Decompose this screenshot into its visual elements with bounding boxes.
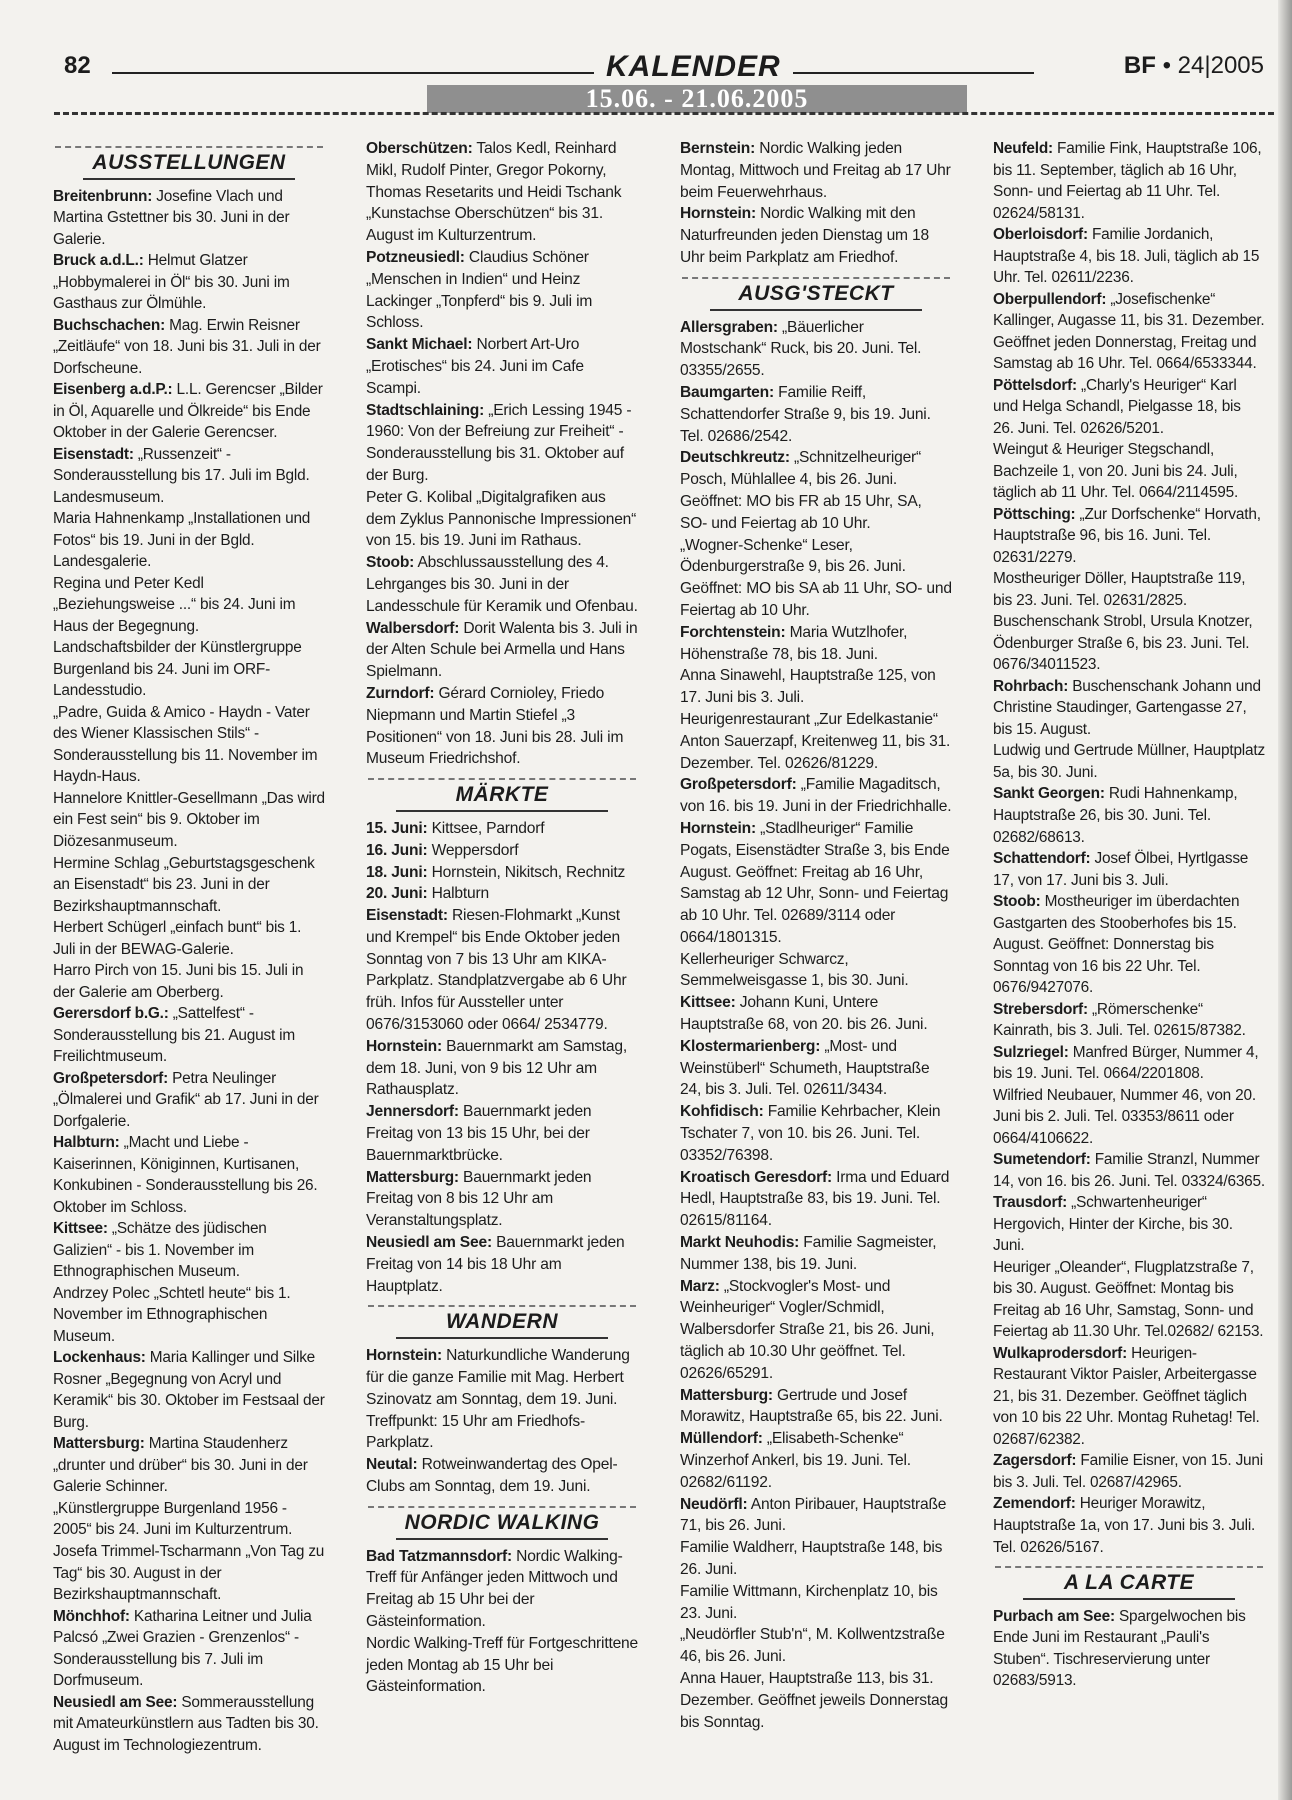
- entry-text: Buschenschank Johann und Christine Staudinger, Gartengasse 27, bis 15. August.: [993, 677, 1261, 738]
- entry-text: Heuriger Morawitz, Hauptstraße 1a, von 17. Juni bis 3. Juli. Tel. 02626/5167.: [993, 1495, 1256, 1556]
- entry-place: Markt Neuhodis:: [680, 1234, 800, 1252]
- entry-text: Weppersdorf: [427, 841, 519, 859]
- entry-text: Nordic Walking jeden Montag, Mittwoch und Freitag ab 17 Uhr beim Feuerwehrhaus.: [680, 140, 951, 201]
- entry-text: Rudi Hahnenkamp, Hauptstraße 26, bis 30. Juni. Tel. 02682/68613.: [993, 785, 1238, 846]
- calendar-entry: [993, 439, 1265, 504]
- entry-text: Katharina Leitner und Julia Palcsó „Zwei Grazien - Grenzenlos“ - Sonderausstellung bis 7. Juli im Dorfmuseum.: [53, 1607, 312, 1690]
- entry-text: Mostheuriger Döller, Hauptstraße 119, bis 23. Juni. Tel. 02631/2825.: [993, 570, 1246, 609]
- entry-place: Oberpullendorf:: [993, 290, 1107, 308]
- calendar-entry: [680, 1428, 952, 1493]
- entry-place: Neudörfl:: [680, 1495, 748, 1513]
- entry-text: Johann Kuni, Untere Hauptstraße 68, von 20. bis 26. Juni.: [680, 994, 928, 1034]
- entry-place: Schattendorf:: [993, 850, 1091, 868]
- calendar-entry: [680, 317, 952, 382]
- entry-place: Stoob:: [366, 554, 415, 572]
- entry-place: Oberschützen:: [366, 140, 473, 157]
- entry-place: Jennersdorf:: [366, 1103, 459, 1121]
- calendar-entry: [993, 289, 1265, 375]
- section-title: NORDIC WALKING: [404, 1510, 600, 1534]
- entry-text: Harro Pirch von 15. Juni bis 15. Juli in der Galerie am Oberberg.: [53, 962, 304, 1001]
- entry-place: Zagersdorf:: [993, 1452, 1077, 1470]
- entry-text: Familie Stranzl, Nummer 14, von 16. bis 26. Juni. Tel. 03324/6365.: [993, 1151, 1265, 1190]
- section-heading: [53, 146, 325, 180]
- calendar-entry: [366, 883, 638, 905]
- section-heading: [993, 1566, 1265, 1600]
- entry-text: Helmut Glatzer „Hobbymalerei in Öl“ bis 30. Juni im Gasthaus zur Ölmühle.: [53, 252, 290, 313]
- calendar-entry: [53, 1218, 325, 1283]
- calendar-entry: [53, 788, 325, 853]
- entry-place: Forchtenstein:: [680, 623, 786, 641]
- section-rule: [55, 146, 323, 148]
- entry-place: Pöttelsdorf:: [993, 376, 1077, 394]
- entry-place: Strebersdorf:: [993, 1000, 1088, 1018]
- entry-text: Familie Wittmann, Kirchenplatz 10, bis 23. Juni.: [680, 1582, 938, 1622]
- entry-text: Herbert Schügerl „einfach bunt“ bis 1. Juli in der BEWAG-Galerie.: [53, 919, 302, 958]
- entry-place: Mönchhof:: [53, 1607, 130, 1625]
- entry-text: Anna Sinawehl, Hauptstraße 125, von 17. Juni bis 3. Juli.: [680, 667, 936, 707]
- calendar-entry: [680, 1581, 952, 1625]
- entry-text: Buschenschank Strobl, Ursula Knotzer, Ödenburger Straße 6, bis 23. Juni. Tel. 0676/34011523.: [993, 613, 1253, 674]
- calendar-entry: [366, 618, 638, 683]
- column-1: [53, 138, 325, 1756]
- entry-text: „Most- und Weinstüberl“ Schumeth, Hauptstraße 24, bis 3. Juli. Tel. 02611/3434.: [680, 1037, 930, 1099]
- entry-text: „Römerschenke“ Kainrath, bis 3. Juli. Tel. 02615/87382.: [993, 1000, 1246, 1040]
- calendar-entry: [366, 1101, 638, 1166]
- entry-text: Dorit Walenta bis 3. Juli in der Alten Schule bei Armella und Hans Spielmann.: [366, 619, 638, 681]
- section-underline: [396, 1538, 608, 1540]
- calendar-entry: [680, 382, 952, 447]
- entry-text: Bauernmarkt jeden Freitag von 8 bis 12 Uhr am Veranstaltungsplatz.: [366, 1168, 592, 1230]
- calendar-entry: [366, 400, 638, 487]
- calendar-entry: [53, 1347, 325, 1433]
- calendar-entry: [993, 224, 1265, 289]
- entry-text: Josefa Trimmel-Tscharmann „Von Tag zu Tag“ bis 30. August in der Bezirkshauptmannschaft.: [53, 1543, 325, 1604]
- entry-place: Sankt Michael:: [366, 336, 473, 354]
- calendar-entry: [993, 1450, 1265, 1493]
- entry-text: „Zur Dorfschenke“ Horvath, Hauptstraße 96, bis 16. Juni. Tel. 02631/2279.: [993, 505, 1261, 566]
- calendar-entry: [53, 1003, 325, 1068]
- entry-place: Hornstein:: [366, 1037, 442, 1055]
- calendar-entry: [680, 818, 952, 949]
- calendar-entry: [680, 1385, 952, 1429]
- entry-text: Heurigen-Restaurant Viktor Paisler, Arbeitergasse 21, bis 31. Dezember. Geöffnet täglich von 10 bis 22 Uhr. Montag Ruhetag! Tel. 02687/62382.: [993, 1344, 1260, 1448]
- calendar-entry: [993, 611, 1265, 676]
- calendar-entry: [366, 683, 638, 770]
- entry-text: Gérard Cornioley, Friedo Niepmann und Martin Stiefel „3 Positionen“ von 18. Juni bis 28. Juli im Museum Friedrichshof.: [366, 684, 624, 768]
- section-title: A LA CARTE: [1063, 1571, 1195, 1595]
- entry-text: „Stadlheuriger“ Familie Pogats, Eisenstädter Straße 3, bis Ende August. Geöffnet: Freitag ab 16 Uhr, Samstag ab 12 Uhr, Sonn- und Feiertag ab 10 Uhr. Tel. 02689/3114 oder 0664/1801315.: [680, 819, 950, 946]
- calendar-entry: [993, 740, 1265, 783]
- calendar-entry: [366, 1546, 638, 1633]
- entry-place: Kroatisch Geresdorf:: [680, 1168, 832, 1186]
- calendar-entry: [366, 905, 638, 1036]
- section-heading: [680, 277, 952, 311]
- calendar-entry: [53, 1692, 325, 1757]
- entry-place: Wulkaprodersdorf:: [993, 1344, 1127, 1362]
- entry-place: Gerersdorf b.G.:: [53, 1005, 169, 1023]
- calendar-entry: [366, 1232, 638, 1297]
- entry-text: Gertrude und Josef Morawitz, Hauptstraße 65, bis 22. Juni.: [680, 1386, 943, 1426]
- calendar-entry: [53, 917, 325, 960]
- entry-place: Kittsee:: [680, 994, 736, 1012]
- entry-place: Bernstein:: [680, 140, 756, 157]
- entry-text: Claudius Schöner „Menschen in Indien“ und Heinz Lackinger „Tonpferd“ bis 9. Juli im Schloss.: [366, 248, 593, 332]
- column-2: [366, 138, 638, 1698]
- entry-text: Familie Kehrbacher, Klein Tschater 7, von 10. bis 26. Juni. Tel. 03352/76398.: [680, 1103, 941, 1164]
- calendar-entry: [680, 447, 952, 534]
- entry-text: Nordic Walking-Treff für Anfänger jeden Mittwoch und Freitag ab 15 Uhr bei der Gästeinformation.: [366, 1547, 623, 1630]
- calendar-entry: [53, 250, 325, 315]
- issue-number: 24|2005: [1177, 52, 1264, 79]
- section-rule: [368, 1305, 636, 1307]
- section-title: AUSG'STECKT: [738, 281, 894, 305]
- entry-place: Zurndorf:: [366, 684, 435, 702]
- entry-text: Familie Fink, Hauptstraße 106, bis 11. September, täglich ab 16 Uhr, Sonn- und Feiertag ab 11 Uhr. Tel. 02624/58131.: [993, 140, 1262, 222]
- entry-place: Eisenstadt:: [366, 907, 448, 925]
- entry-text: Bauernmarkt jeden Freitag von 13 bis 15 Uhr, bei der Bauernmarktbrücke.: [366, 1103, 592, 1164]
- section-underline: [396, 810, 608, 812]
- column-4: [993, 138, 1265, 1692]
- entry-place: Sankt Georgen:: [993, 785, 1105, 803]
- calendar-entry: [366, 1036, 638, 1101]
- entry-text: „Sattelfest“ - Sonderausstellung bis 21. August im Freilichtmuseum.: [53, 1005, 295, 1066]
- entry-text: Peter G. Kolibal „Digitalgrafiken aus dem Zyklus Pannonische Impressionen“ von 15. bis 19. Juni im Rathaus.: [366, 488, 637, 550]
- entry-text: Nordic Walking-Treff für Fortgeschrittene jeden Montag ab 15 Uhr bei Gästeinformation.: [366, 1634, 638, 1696]
- entry-text: „Erich Lessing 1945 - 1960: Von der Befreiung zur Freiheit“ - Sonderausstellung bis 31. Oktober auf der Burg.: [366, 401, 632, 484]
- entry-text: Abschlussausstellung des 4. Lehrganges bis 30. Juni in der Landesschule für Keramik und Ofenbau.: [366, 554, 638, 615]
- entry-text: „Josefischenke“ Kallinger, Augasse 11, bis 31. Dezember. Geöffnet jeden Donnerstag, Freitag und Samstag ab 16 Uhr. Tel. 0664/6533344.: [993, 290, 1265, 373]
- calendar-entry: [53, 853, 325, 918]
- calendar-entry: [993, 676, 1265, 741]
- calendar-entry: [680, 1276, 952, 1385]
- entry-place: Großpetersdorf:: [53, 1069, 168, 1087]
- entry-text: Naturkundliche Wanderung für die ganze Familie mit Mag. Herbert Szinovatz am Sonntag, dem 19. Juni. Treffpunkt: 15 Uhr am Friedhofs-Parkplatz.: [366, 1347, 630, 1452]
- calendar-entry: [993, 138, 1265, 224]
- issue-label: BF • 24|2005: [1116, 52, 1264, 80]
- entry-place: Müllendorf:: [680, 1430, 763, 1448]
- entry-text: Rotweinwandertag des Opel-Clubs am Sonntag, dem 19. Juni.: [366, 1456, 618, 1496]
- entry-text: „Schwartenheuriger“ Hergovich, Hinter der Kirche, bis 30. Juni.: [993, 1194, 1233, 1255]
- entry-text: L.L. Gerencser „Bilder in Öl, Aquarelle und Ölkreide“ bis Ende Oktober in der Galerie Gerencser.: [53, 381, 323, 442]
- entry-text: Ludwig und Gertrude Müllner, Hauptplatz 5a, bis 30. Juni.: [993, 742, 1265, 781]
- calendar-entry: [53, 315, 325, 380]
- entry-place: Halbturn:: [53, 1134, 120, 1152]
- calendar-entry: [993, 1085, 1265, 1150]
- entry-text: Landschaftsbilder der Künstlergruppe Burgenland bis 24. Juni im ORF-Landesstudio.: [53, 639, 302, 700]
- calendar-entry: [53, 1433, 325, 1498]
- calendar-entry: [680, 535, 952, 622]
- calendar-entry: [680, 622, 952, 666]
- section-rule: [368, 1506, 636, 1508]
- calendar-entry: [53, 1498, 325, 1541]
- calendar-entry: [680, 1167, 952, 1232]
- entry-text: Mag. Erwin Reisner „Zeitläufe“ von 18. Juni bis 31. Juli in der Dorfscheune.: [53, 316, 321, 377]
- entry-text: Martina Staudenherz „drunter und drüber“ bis 30. Juni in der Galerie Schinner.: [53, 1435, 308, 1496]
- entry-place: Potzneusiedl:: [366, 248, 465, 266]
- calendar-entry: [366, 1345, 638, 1454]
- calendar-entry: [366, 138, 638, 247]
- entry-text: Kittsee, Parndorf: [427, 819, 545, 837]
- entry-place: Neutal:: [366, 1456, 418, 1474]
- entry-place: Hornstein:: [680, 819, 756, 837]
- section-underline: [83, 178, 295, 180]
- entry-place: Hornstein:: [680, 205, 756, 223]
- calendar-entry: [993, 891, 1265, 999]
- calendar-entry: [366, 818, 638, 840]
- entry-text: Hermine Schlag „Geburtstagsgeschenk an Eisenstadt“ bis 23. Juni in der Bezirkshauptmannschaft.: [53, 854, 315, 915]
- entry-text: Anton Piribauer, Hauptstraße 71, bis 26. Juni.: [680, 1495, 947, 1535]
- column-3: [680, 138, 952, 1733]
- entry-place: Trausdorf:: [993, 1194, 1068, 1212]
- entry-place: Buchschachen:: [53, 316, 166, 334]
- entry-place: Allersgraben:: [680, 318, 778, 336]
- calendar-entry: [366, 862, 638, 884]
- entry-place: Walbersdorf:: [366, 619, 460, 637]
- calendar-entry: [366, 840, 638, 862]
- calendar-entry: [53, 508, 325, 573]
- entry-text: Familie Jordanich, Hauptstraße 4, bis 18. Juli, täglich ab 15 Uhr. Tel. 02611/2236.: [993, 226, 1260, 287]
- entry-place: Kohfidisch:: [680, 1103, 764, 1121]
- entry-place: Hornstein:: [366, 1347, 442, 1365]
- calendar-entry: [993, 568, 1265, 611]
- entry-text: „Charly's Heuriger“ Karl und Helga Schandl, Pielgasse 18, bis 26. Juni. Tel. 02626/5201.: [993, 376, 1241, 437]
- entry-text: Familie Waldherr, Hauptstraße 148, bis 26. Juni.: [680, 1539, 943, 1578]
- entry-text: Familie Reiff, Schattendorfer Straße 9, bis 19. Juni. Tel. 02686/2542.: [680, 383, 931, 445]
- entry-text: Familie Sagmeister, Nummer 138, bis 19. Juni.: [680, 1234, 937, 1273]
- entry-place: Klostermarienberg:: [680, 1037, 821, 1055]
- calendar-entry: [680, 203, 952, 268]
- entry-text: „Schätze des jüdischen Galizien“ - bis 1. November im Ethnographischen Museum.: [53, 1220, 267, 1281]
- entry-place: Bad Tatzmannsdorf:: [366, 1547, 512, 1565]
- section-heading: [366, 1506, 638, 1540]
- calendar-entry: [680, 1494, 952, 1538]
- calendar-entry: [993, 783, 1265, 848]
- calendar-entry: [366, 552, 638, 617]
- entry-place: Purbach am See:: [993, 1607, 1115, 1625]
- section-heading: [366, 778, 638, 812]
- entry-text: „Neudörfler Stub'n“, M. Kollwentzstraße 46, bis 26. Juni.: [680, 1626, 945, 1666]
- entry-text: Manfred Bürger, Nummer 4, bis 19. Juni. Tel. 0664/2201808.: [993, 1043, 1259, 1083]
- entry-text: Hornstein, Nikitsch, Rechnitz: [427, 863, 626, 881]
- section-rule: [995, 1566, 1263, 1568]
- entry-place: Sulzriegel:: [993, 1043, 1069, 1061]
- entry-text: Familie Eisner, von 15. Juni bis 3. Juli. Tel. 02687/42965.: [993, 1452, 1264, 1491]
- entry-place: Eisenberg a.d.P.:: [53, 381, 173, 399]
- entry-text: Regina und Peter Kedl „Beziehungsweise ...“ bis 24. Juni im Haus der Begegnung.: [53, 574, 296, 635]
- entry-place: Deutschkreutz:: [680, 449, 790, 467]
- section-title: MÄRKTE: [455, 783, 549, 807]
- page-number: 82: [64, 52, 91, 79]
- calendar-entry: [366, 487, 638, 552]
- section-title: AUSSTELLUNGEN: [92, 151, 286, 174]
- calendar-entry: [680, 774, 952, 818]
- entry-text: Mostheuriger im überdachten Gastgarten des Stooberhofes bis 15. August. Geöffnet: Donnerstag bis Sonntag von 16 bis 22 Uhr. Tel. 0676/9427076.: [993, 893, 1240, 997]
- entry-text: Wilfried Neubauer, Nummer 46, von 20. Juni bis 2. Juli. Tel. 03353/8611 oder 0664/4106622.: [993, 1086, 1256, 1147]
- entry-text: „Wogner-Schenke“ Leser, Ödenburgerstraße 9, bis 26. Juni. Geöffnet: MO bis SA ab 11 Uhr, SO- und Feiertag ab 10 Uhr.: [680, 536, 952, 619]
- entry-text: Maria Wutzlhofer, Höhenstraße 78, bis 18. Juni.: [680, 623, 908, 663]
- calendar-entry: [53, 1068, 325, 1133]
- entry-place: Neusiedl am See:: [366, 1234, 492, 1252]
- entry-text: „Stockvogler's Most- und Weinheuriger“ Vogler/Schmidl, Walbersdorfer Straße 21, bis 26. Juni, täglich ab 10.30 Uhr geöffnet. Tel. 02626/65291.: [680, 1277, 935, 1382]
- calendar-entry: [366, 1633, 638, 1698]
- entry-place: Marz:: [680, 1277, 720, 1295]
- calendar-entry: [53, 444, 325, 509]
- entry-text: Halbturn: [427, 885, 489, 903]
- entry-place: Großpetersdorf:: [680, 776, 797, 794]
- calendar-entry: [680, 1537, 952, 1581]
- entry-place: Oberloisdorf:: [993, 226, 1088, 244]
- calendar-entry: [993, 1042, 1265, 1085]
- calendar-entry: [53, 573, 325, 638]
- calendar-entry: [680, 1668, 952, 1733]
- entry-text: Irma und Eduard Hedl, Hauptstraße 83, bis 19. Juni. Tel. 02615/81164.: [680, 1168, 950, 1230]
- page-title: KALENDER: [594, 50, 793, 84]
- calendar-entry: [680, 709, 952, 774]
- calendar-entry: [680, 1101, 952, 1166]
- calendar-entry: [993, 1192, 1265, 1257]
- calendar-entry: [993, 1343, 1265, 1451]
- section-underline: [396, 1337, 608, 1339]
- calendar-entry: [993, 504, 1265, 569]
- entry-text: „Macht und Liebe - Kaiserinnen, Königinnen, Kurtisanen, Konkubinen - Sonderausstellung bis 26. Oktober im Schloss.: [53, 1134, 318, 1216]
- brand-label: BF: [1123, 52, 1156, 79]
- entry-text: Josef Ölbei, Hyrtlgasse 17, von 17. Juni bis 3. Juli.: [993, 850, 1249, 889]
- calendar-entry: [993, 1493, 1265, 1558]
- entry-text: Norbert Art-Uro „Erotisches“ bis 24. Juni im Cafe Scampi.: [366, 336, 584, 397]
- calendar-entry: [993, 375, 1265, 440]
- entry-place: 20. Juni:: [366, 885, 428, 903]
- entry-text: Maria Kallinger und Silke Rosner „Begegnung von Acryl und Keramik“ bis 30. Oktober im Festsaal der Burg.: [53, 1349, 325, 1431]
- calendar-entry: [53, 960, 325, 1003]
- entry-place: Lockenhaus:: [53, 1349, 146, 1367]
- header-rule: [112, 72, 1034, 74]
- section-heading: [366, 1305, 638, 1339]
- calendar-entry: [366, 334, 638, 399]
- calendar-entry: [53, 1132, 325, 1218]
- entry-place: 16. Juni:: [366, 841, 428, 859]
- calendar-entry: [366, 1454, 638, 1498]
- entry-place: Breitenbrunn:: [53, 187, 153, 205]
- entry-text: Hannelore Knittler-Gesellmann „Das wird ein Fest sein“ bis 9. Oktober im Diözesanmuseum.: [53, 789, 325, 850]
- page-edge-shadow: [1278, 0, 1292, 1800]
- calendar-entry: [680, 1036, 952, 1101]
- calendar-entry: [993, 1257, 1265, 1343]
- entry-place: Stadtschlaining:: [366, 401, 485, 419]
- entry-text: „Russenzeit“ - Sonderausstellung bis 17. Juli im Bgld. Landesmuseum.: [53, 445, 310, 506]
- calendar-entry: [366, 1167, 638, 1232]
- entry-place: Mattersburg:: [53, 1435, 145, 1453]
- entry-text: Bauernmarkt jeden Freitag von 14 bis 18 Uhr am Hauptplatz.: [366, 1234, 625, 1295]
- entry-text: „Elisabeth-Schenke“ Winzerhof Ankerl, bis 19. Juni. Tel. 02682/61192.: [680, 1430, 911, 1491]
- entry-text: Bauernmarkt am Samstag, dem 18. Juni, von 9 bis 12 Uhr am Rathausplatz.: [366, 1037, 627, 1099]
- calendar-entry: [680, 138, 952, 203]
- calendar-entry: [680, 949, 952, 993]
- entry-text: Josefine Vlach und Martina Gstettner bis 30. Juni in der Galerie.: [53, 187, 290, 248]
- entry-text: Maria Hahnenkamp „Installationen und Fotos“ bis 19. Juni in der Bgld. Landesgalerie.: [53, 510, 311, 571]
- calendar-entry: [993, 1149, 1265, 1192]
- calendar-entry: [366, 247, 638, 334]
- calendar-entry: [53, 637, 325, 702]
- entry-text: Heurigenrestaurant „Zur Edelkastanie“ Anton Sauerzapf, Kreitenweg 11, bis 31. Dezember. Tel. 02626/81229.: [680, 710, 951, 772]
- calendar-entry: [53, 1283, 325, 1348]
- section-rule: [682, 277, 950, 279]
- calendar-entry: [53, 379, 325, 444]
- entry-place: Pöttsching:: [993, 505, 1076, 523]
- entry-text: Weingut & Heuriger Stegschandl, Bachzeile 1, von 20. Juni bis 24. Juli, täglich ab 11 Uhr. Tel. 0664/2114595.: [993, 441, 1239, 502]
- entry-text: „Familie Magaditsch, von 16. bis 19. Juni in der Friedrichhalle.: [680, 776, 952, 816]
- entry-text: Petra Neulinger „Ölmalerei und Grafik“ ab 17. Juni in der Dorfgalerie.: [53, 1069, 319, 1130]
- entry-place: Baumgarten:: [680, 383, 774, 401]
- calendar-entry: [53, 186, 325, 251]
- entry-text: „Padre, Guida & Amico - Haydn - Vater des Wiener Klassischen Stils“ - Sonderausstellung bis 11. November im Haydn-Haus.: [53, 703, 318, 786]
- calendar-entry: [680, 992, 952, 1036]
- entry-text: Riesen-Flohmarkt „Kunst und Krempel“ bis Ende Oktober jeden Sonntag von 7 bis 13 Uhr am KIKA-Parkplatz. Standplatzvergabe ab 6 Uhr früh. Infos für Aussteller unter 0676/3153060 oder 0664/ 2534779.: [366, 907, 627, 1034]
- entry-text: „Bäuerlicher Mostschank“ Ruck, bis 20. Juni. Tel. 03355/2655.: [680, 318, 922, 380]
- entry-text: Spargelwochen bis Ende Juni im Restaurant „Pauli's Stuben“. Tischreservierung unter 02683/5913.: [993, 1607, 1246, 1690]
- section-underline: [710, 309, 922, 311]
- entry-text: Andrzey Polec „Schtetl heute“ bis 1. November im Ethnographischen Museum.: [53, 1284, 291, 1345]
- calendar-entry: [680, 1232, 952, 1276]
- entry-place: Neusiedl am See:: [53, 1693, 178, 1711]
- entry-text: Heuriger „Oleander“, Flugplatzstraße 7, bis 30. August. Geöffnet: Montag bis Freitag ab 16 Uhr, Samstag, Sonn- und Feiertag ab 11.30 Uhr. Tel.02682/ 62153.: [993, 1258, 1264, 1341]
- calendar-entry: [993, 999, 1265, 1042]
- entry-text: Anna Hauer, Hauptstraße 113, bis 31. Dezember. Geöffnet jeweils Donnerstag bis Sonntag.: [680, 1669, 948, 1731]
- calendar-entry: [53, 1606, 325, 1692]
- entry-place: Neufeld:: [993, 140, 1053, 157]
- section-rule: [368, 778, 636, 780]
- calendar-entry: [53, 702, 325, 788]
- entry-place: 15. Juni:: [366, 819, 428, 837]
- entry-place: Kittsee:: [53, 1220, 108, 1238]
- entry-place: Mattersburg:: [366, 1168, 459, 1186]
- calendar-entry: [680, 1624, 952, 1668]
- date-range: 15.06. - 21.06.2005: [427, 85, 967, 113]
- entry-place: Sumetendorf:: [993, 1151, 1091, 1169]
- entry-place: Bruck a.d.L.:: [53, 252, 144, 270]
- entry-text: Talos Kedl, Reinhard Mikl, Rudolf Pinter, Gregor Pokorny, Thomas Resetarits und Heidi Tschank „Kunstachse Oberschützen“ bis 31. August im Kulturzentrum.: [366, 140, 622, 245]
- entry-place: Rohrbach:: [993, 677, 1069, 695]
- section-title: WANDERN: [446, 1310, 558, 1334]
- calendar-entry: [53, 1541, 325, 1606]
- entry-place: Zemendorf:: [993, 1495, 1076, 1513]
- entry-text: „Künstlergruppe Burgenland 1956 - 2005“ bis 24. Juni im Kulturzentrum.: [53, 1499, 293, 1539]
- entry-place: Stoob:: [993, 893, 1041, 911]
- entry-text: „Schnitzelheuriger“ Posch, Mühlallee 4, bis 26. Juni. Geöffnet: MO bis FR ab 15 Uhr, SA, SO- und Feiertag ab 10 Uhr.: [680, 449, 922, 532]
- calendar-entry: [993, 848, 1265, 891]
- entry-place: Mattersburg:: [680, 1386, 773, 1404]
- header-dashed-rule: [54, 112, 1274, 115]
- entry-text: Kellerheuriger Schwarcz, Semmelweisgasse 1, bis 30. Juni.: [680, 950, 909, 990]
- entry-place: 18. Juni:: [366, 863, 428, 881]
- entry-place: Eisenstadt:: [53, 445, 134, 463]
- calendar-entry: [993, 1606, 1265, 1692]
- calendar-entry: [680, 665, 952, 709]
- entry-text: Sommerausstellung mit Amateurkünstlern aus Tadten bis 30. August im Technologiezentrum.: [53, 1693, 319, 1754]
- section-underline: [1023, 1598, 1235, 1600]
- entry-text: Nordic Walking mit den Naturfreunden jeden Dienstag um 18 Uhr beim Parkplatz am Friedhof.: [680, 205, 929, 266]
